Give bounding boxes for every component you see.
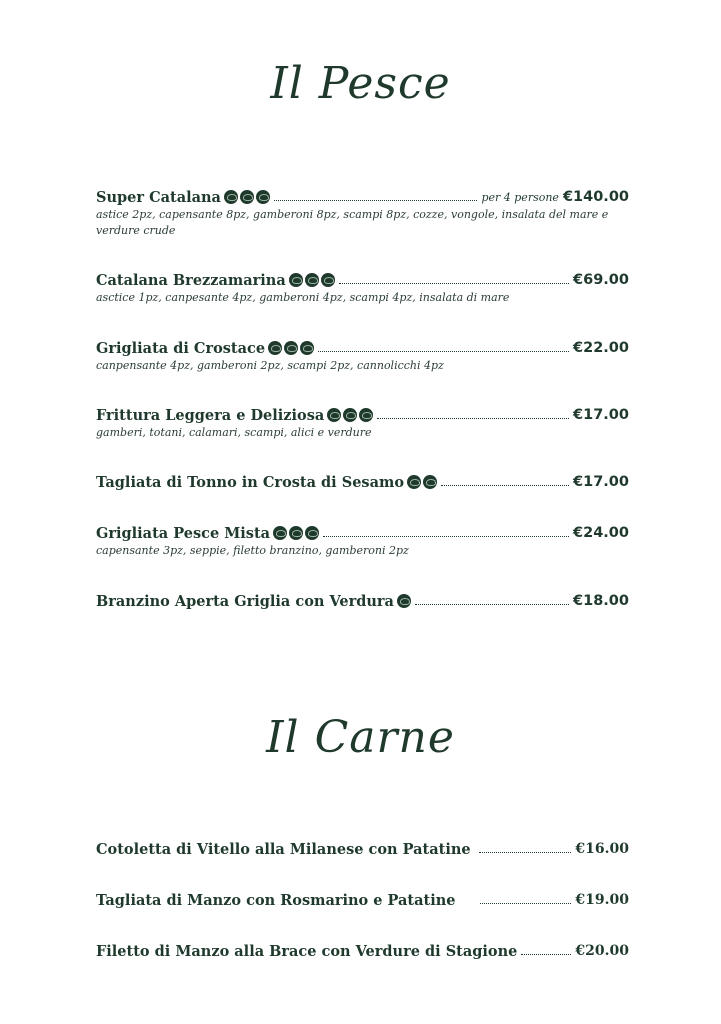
- item-price: €18.00: [573, 593, 629, 609]
- item-price: €17.00: [573, 407, 629, 423]
- item-name: Frittura Leggera e Deliziosa: [96, 406, 325, 424]
- shell-icon: [343, 408, 357, 422]
- item-name: Branzino Aperta Griglia con Verdura: [96, 592, 394, 610]
- menu-item: [96, 591, 629, 611]
- shell-icon: [284, 341, 298, 355]
- leader-dots: [318, 351, 569, 352]
- item-description: canpensante 4pz, gamberoni 2pz, scampi 2pz, cannolicchi 4pz: [96, 359, 444, 372]
- item-name: Filetto di Manzo alla Brace con Verdure di Stagione: [96, 942, 518, 960]
- menu-item: [96, 472, 629, 492]
- item-description: astice 2pz, capensante 8pz, gamberoni 8pz, scampi 8pz, cozze, vongole, insalata del mare e verdure crude: [96, 208, 609, 237]
- shell-icon: [256, 190, 270, 204]
- item-note: per 4 persone: [481, 190, 559, 204]
- leader-dots: [441, 485, 569, 486]
- item-name: Grigliata Pesce Mista: [96, 524, 271, 542]
- shell-icon: [407, 475, 421, 489]
- section-title-pesce: Il Pesce: [270, 58, 451, 109]
- item-price: €140.00: [562, 189, 629, 205]
- menu-item: [96, 338, 629, 374]
- item-price: €17.00: [573, 474, 629, 490]
- shell-icon: [289, 526, 303, 540]
- shell-icon: [268, 341, 282, 355]
- item-price: €24.00: [573, 525, 629, 541]
- shell-icon: [327, 408, 341, 422]
- item-name: Tagliata di Tonno in Crosta di Sesamo: [96, 473, 405, 491]
- item-price: €16.00: [575, 841, 629, 857]
- shell-icon: [359, 408, 373, 422]
- shell-icon: [423, 475, 437, 489]
- shell-icon: [305, 526, 319, 540]
- leader-dots: [323, 536, 569, 537]
- item-price: €20.00: [575, 943, 629, 959]
- menu-item: [96, 890, 629, 910]
- menu-item: [96, 941, 629, 961]
- item-description: capensante 3pz, seppie, filetto branzino, gamberoni 2pz: [96, 544, 409, 557]
- item-name: Super Catalana: [96, 188, 221, 206]
- menu-item: [96, 187, 629, 239]
- menu-item: [96, 839, 629, 859]
- leader-dots: [479, 852, 572, 853]
- item-name: Grigliata di Crostace: [96, 339, 266, 357]
- leader-dots: [415, 604, 569, 605]
- item-description: asctice 1pz, canpesante 4pz, gamberoni 4pz, scampi 4pz, insalata di mare: [96, 291, 510, 304]
- shell-icon: [397, 594, 411, 608]
- menu-item: [96, 523, 629, 559]
- shell-icon: [300, 341, 314, 355]
- item-price: €22.00: [573, 340, 629, 356]
- item-name: Catalana Brezzamarina: [96, 271, 286, 289]
- menu-item: [96, 270, 629, 306]
- item-name: Tagliata di Manzo con Rosmarino e Patatine: [96, 891, 456, 909]
- shell-icon: [289, 273, 303, 287]
- shell-icon: [305, 273, 319, 287]
- menu-item: [96, 405, 629, 441]
- shell-icon: [224, 190, 238, 204]
- item-price: €19.00: [575, 892, 629, 908]
- item-name: Cotoletta di Vitello alla Milanese con Patatine: [96, 840, 471, 858]
- leader-dots: [521, 954, 571, 955]
- item-description: gamberi, totani, calamari, scampi, alici e verdure: [96, 426, 372, 439]
- item-price: €69.00: [573, 272, 629, 288]
- section-title-carne: Il Carne: [266, 712, 455, 763]
- leader-dots: [377, 418, 569, 419]
- leader-dots: [480, 903, 572, 904]
- shell-icon: [321, 273, 335, 287]
- shell-icon: [273, 526, 287, 540]
- leader-dots: [274, 200, 478, 201]
- leader-dots: [339, 283, 569, 284]
- shell-icon: [240, 190, 254, 204]
